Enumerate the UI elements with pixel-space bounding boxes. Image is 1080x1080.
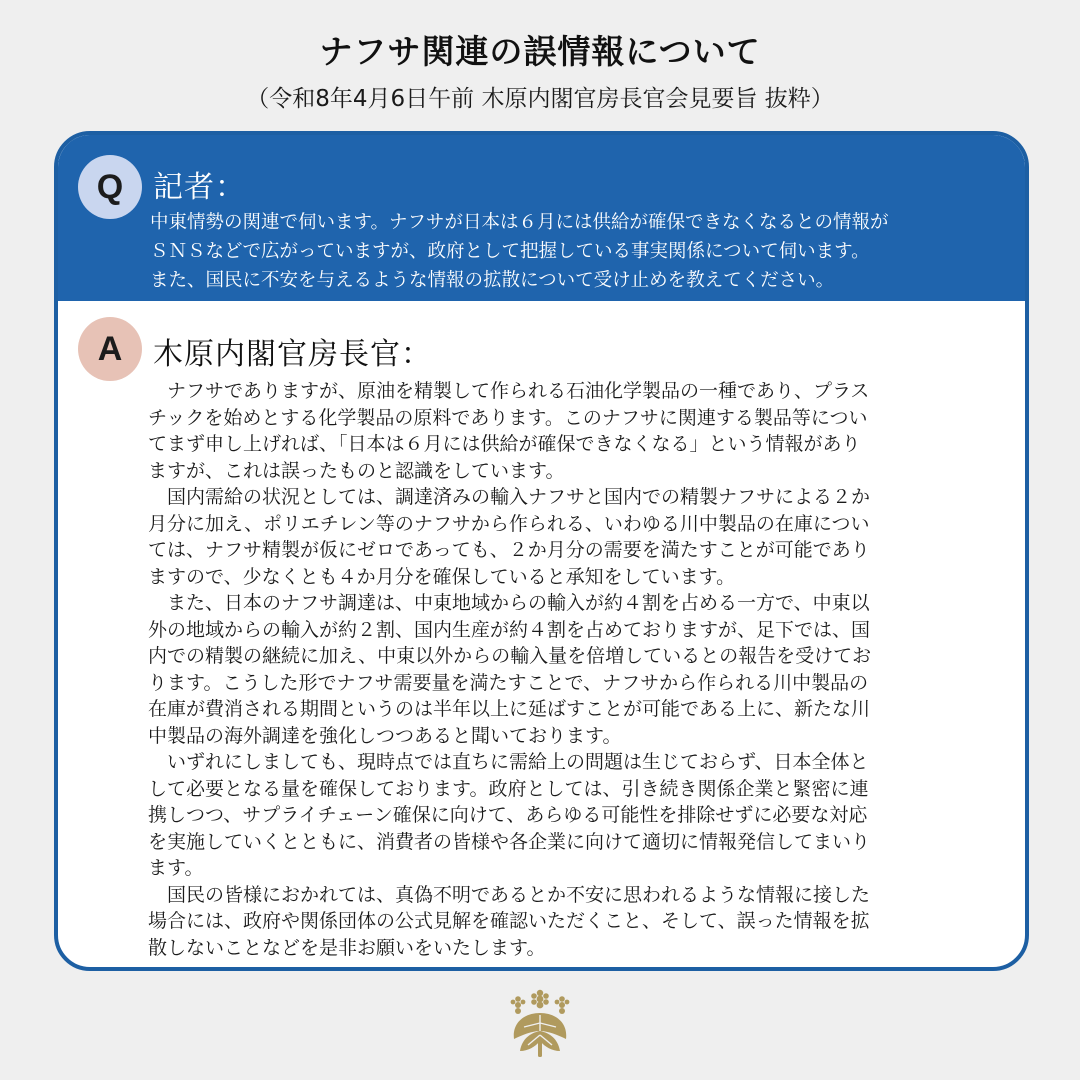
answer-line: 携しつつ、サプライチェーン確保に向けて、あらゆる可能性を排除せずに必要な対応 bbox=[148, 804, 868, 826]
answer-line: ナフサでありますが、原油を精製して作られる石油化学製品の一種であり、プラス bbox=[148, 380, 870, 402]
question-line: ＳＮＳなどで広がっていますが、政府として把握している事実関係について伺います。 bbox=[150, 241, 870, 262]
question-line: 中東情勢の関連で伺います。ナフサが日本は６月には供給が確保できなくなるとの情報が bbox=[150, 212, 889, 233]
answer-line: ますが、これは誤ったものと認識をしています。 bbox=[148, 459, 565, 482]
question-line: また、国民に不安を与えるような情報の拡散について受け止めを教えてください。 bbox=[150, 270, 835, 291]
answer-line: ますので、少なくとも４か月分を確保していると承知をしています。 bbox=[148, 565, 736, 588]
answer-line: を実施していくとともに、消費者の皆様や各企業に向けて適切に情報発信してまいり bbox=[148, 830, 871, 853]
answer-line: 内での精製の継続に加え、中東以外からの輸入量を倍増しているとの報告を受けてお bbox=[148, 645, 872, 667]
question-speaker: 記者： bbox=[153, 170, 246, 205]
answer-line: ます。 bbox=[148, 857, 204, 879]
answer-line: 在庫が費消される期間というのは半年以上に延ばすことが可能である上に、新たな川 bbox=[148, 698, 871, 720]
page-title: ナフサ関連の誤情報について bbox=[319, 32, 761, 71]
answer-line: ります。こうした形でナフサ需要量を満たすことで、ナフサから作られる川中製品の bbox=[148, 671, 869, 694]
answer-badge: A bbox=[78, 317, 142, 381]
paulownia-crest-icon bbox=[502, 987, 578, 1059]
answer-line: 国民の皆様におかれては、真偽不明であるとか不安に思われるような情報に接した bbox=[148, 883, 871, 906]
answer-speaker: 木原内閣官房長官： bbox=[153, 337, 432, 372]
answer-line: 国内需給の状況としては、調達済みの輸入ナフサと国内での精製ナフサによる２か bbox=[148, 486, 871, 508]
answer-line: いずれにしましても、現時点では直ちに需給上の問題は生じておらず、日本全体と bbox=[148, 751, 869, 773]
answer-line: チックを始めとする化学製品の原料であります。このナフサに関連する製品等につい bbox=[148, 406, 868, 429]
answer-line: また、日本のナフサ調達は、中東地域からの輸入が約４割を占める一方で、中東以 bbox=[148, 592, 870, 614]
answer-line: ては、ナフサ精製が仮にゼロであっても、２か月分の需要を満たすことが可能であり bbox=[148, 539, 870, 561]
answer-text bbox=[148, 378, 1010, 961]
answer-line: 月分に加え、ポリエチレン等のナフサから作られる、いわゆる川中製品の在庫につい bbox=[148, 512, 870, 535]
answer-line: して必要となる量を確保しております。政府としては、引き続き関係企業と緊密に連 bbox=[148, 777, 869, 800]
question-text bbox=[150, 208, 1010, 295]
page-subtitle: （令和8年4月6日午前 木原内閣官房長官会見要旨 抜粋） bbox=[246, 86, 834, 112]
answer-line: 中製品の海外調達を強化しつつあると聞いております。 bbox=[148, 724, 622, 747]
question-section bbox=[58, 135, 1025, 301]
question-badge: Q bbox=[78, 155, 142, 219]
answer-line: 場合には、政府や関係団体の公式見解を確認いただくこと、そして、誤った情報を拡 bbox=[148, 910, 870, 932]
answer-line: 散しないことなどを是非お願いをいたします。 bbox=[148, 936, 546, 959]
answer-line: 外の地域からの輸入が約２割、国内生産が約４割を占めておりますが、足下では、国 bbox=[148, 618, 871, 641]
answer-line: てまず申し上げれば、「日本は６月には供給が確保できなくなる」という情報があり bbox=[148, 433, 861, 455]
qa-card bbox=[54, 131, 1029, 971]
